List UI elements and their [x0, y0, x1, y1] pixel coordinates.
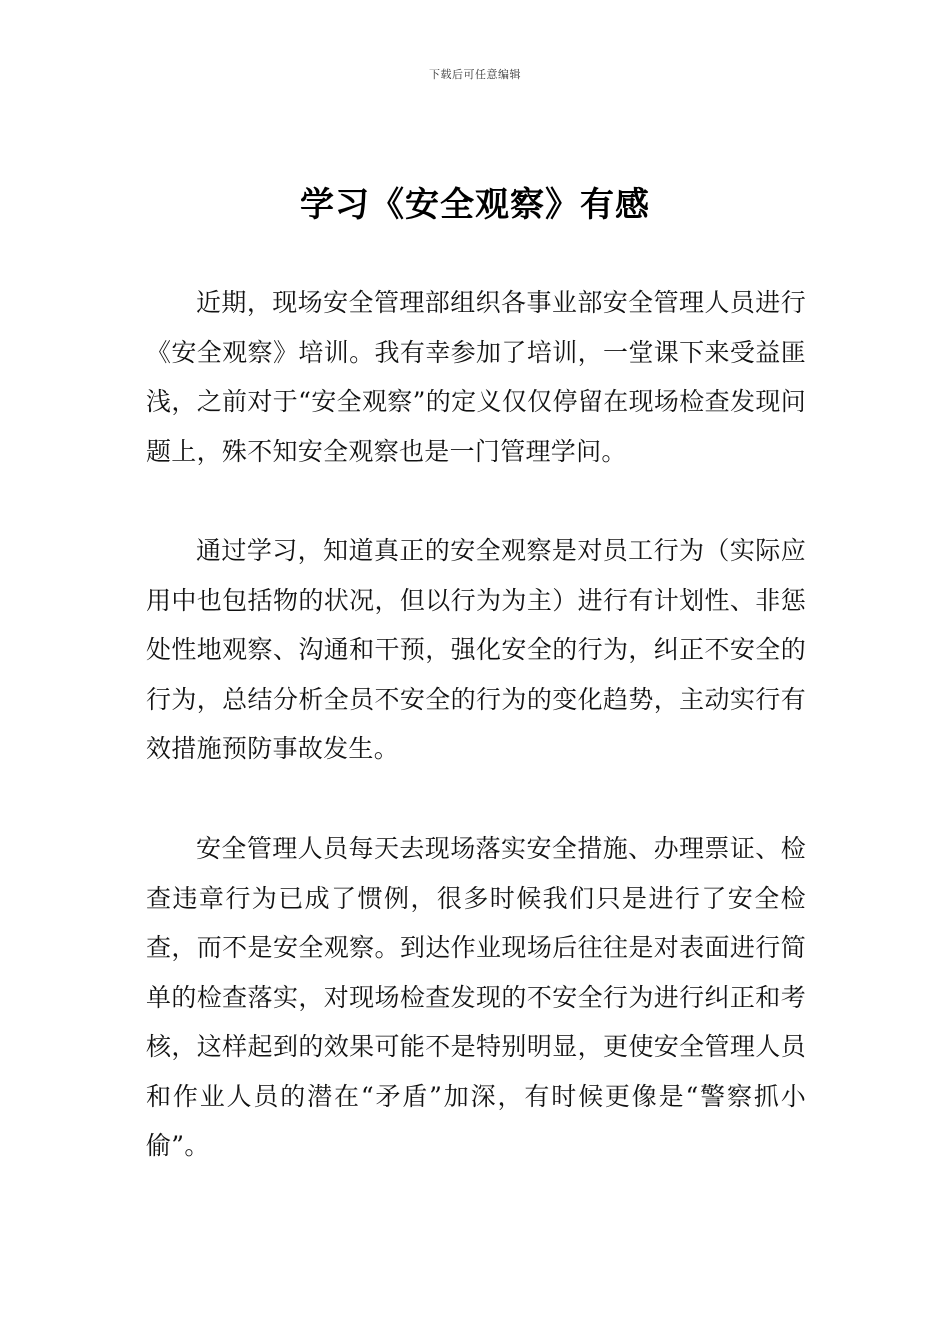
header-note: 下载后可任意编辑 [429, 68, 521, 81]
paragraph-2: 通过学习，知道真正的安全观察是对员工行为（实际应用中也包括物的状况，但以行为为主）进行有计划性、非惩处性地观察、沟通和干预，强化安全的行为，纠正不安全的行为，总结分析全员不安全的行为的变化趋势，主动实行有效措施预防事故发生。 [146, 536, 806, 763]
document-title: 学习《安全观察》有感 [300, 185, 650, 225]
paragraph-1: 近期，现场安全管理部组织各事业部安全管理人员进行《安全观察》培训。我有幸参加了培训，一堂课下来受益匪浅，之前对于“安全观察”的定义仅仅停留在现场检查发现问题上，殊不知安全观察也是一门管理学问。 [146, 288, 806, 466]
paragraph-3: 安全管理人员每天去现场落实安全措施、办理票证、检查违章行为已成了惯例，很多时候我们只是进行了安全检查，而不是安全观察。到达作业现场后往往是对表面进行简单的检查落实，对现场检查发现的不安全行为进行纠正和考核，这样起到的效果可能不是特别明显，更使安全管理人员和作业人员的潜在“矛盾”加深，有时候更像是“警察抓小偷”。 [146, 834, 806, 1160]
